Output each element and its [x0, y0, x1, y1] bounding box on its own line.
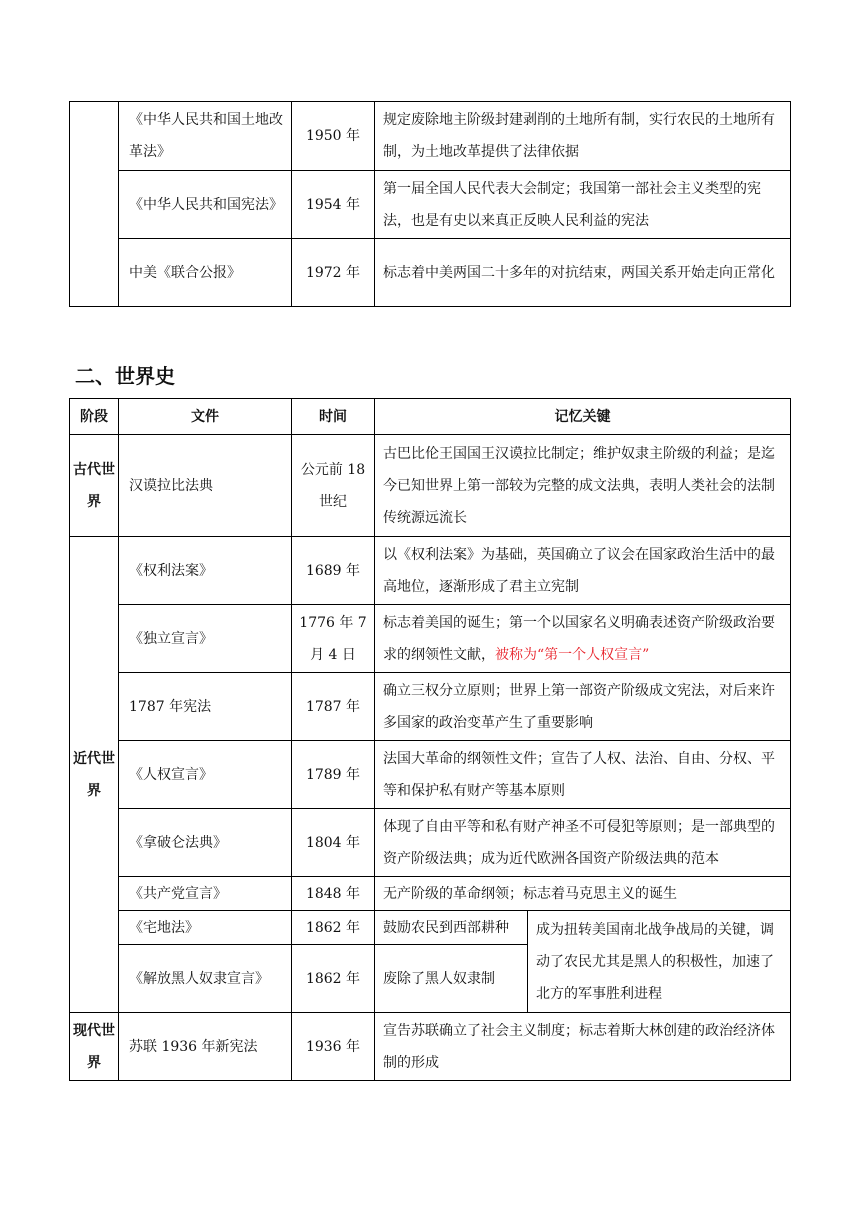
- time-cell: 1789 年: [292, 741, 375, 809]
- stage-cell: 现代世界: [70, 1013, 119, 1081]
- time-cell: 1804 年: [292, 809, 375, 877]
- header-time: 时间: [292, 399, 375, 435]
- doc-cell: 《独立宣言》: [119, 605, 292, 673]
- time-cell: 1862 年: [292, 945, 375, 1013]
- doc-cell: 《共产党宣言》: [119, 877, 292, 911]
- time-cell: 1787 年: [292, 673, 375, 741]
- time-cell: 1689 年: [292, 537, 375, 605]
- header-row: [70, 399, 791, 435]
- note-cell: 标志着中美两国二十多年的对抗结束，两国关系开始走向正常化: [375, 239, 791, 307]
- doc-cell: 《解放黑人奴隶宣言》: [119, 945, 292, 1013]
- table-row: [70, 809, 791, 877]
- note-cell: 规定废除地主阶级封建剥削的土地所有制，实行农民的土地所有制，为土地改革提供了法律依据: [375, 102, 791, 171]
- world-law-table: [69, 398, 791, 1081]
- note-cell: 废除了黑人奴隶制: [375, 945, 528, 1013]
- note-cell: 鼓励农民到西部耕种: [375, 911, 528, 945]
- table-row: [70, 911, 791, 945]
- year-cell: 1972 年: [292, 239, 375, 307]
- table-row: [70, 435, 791, 537]
- doc-cell: 《人权宣言》: [119, 741, 292, 809]
- note-cell: 法国大革命的纲领性文件；宣告了人权、法治、自由、分权、平等和保护私有财产等基本原则: [375, 741, 791, 809]
- note-cell: 宣告苏联确立了社会主义制度；标志着斯大林创建的政治经济体制的形成: [375, 1013, 791, 1081]
- header-doc: 文件: [119, 399, 292, 435]
- stage-cell: 古代世界: [70, 435, 119, 537]
- year-cell: 1954 年: [292, 171, 375, 239]
- table-row: [70, 171, 791, 239]
- note-cell: 确立三权分立原则；世界上第一部资产阶级成文宪法，对后来许多国家的政治变革产生了重要影响: [375, 673, 791, 741]
- doc-cell: 《权利法案》: [119, 537, 292, 605]
- doc-cell: 汉谟拉比法典: [119, 435, 292, 537]
- doc-cell: 《宅地法》: [119, 911, 292, 945]
- year-cell: 1950 年: [292, 102, 375, 171]
- highlight-text: 被称为“第一个人权宣言”: [495, 646, 650, 663]
- doc-cell: 《中华人民共和国土地改革法》: [119, 102, 292, 171]
- doc-cell: 中美《联合公报》: [119, 239, 292, 307]
- doc-cell: 苏联 1936 年新宪法: [119, 1013, 292, 1081]
- note-cell: 古巴比伦王国国王汉谟拉比制定；维护奴隶主阶级的利益；是迄今已知世界上第一部较为完整的成文法典，表明人类社会的法制传统源远流长: [375, 435, 791, 537]
- table-row: [70, 1013, 791, 1081]
- time-cell: 1936 年: [292, 1013, 375, 1081]
- note-text: 标志着美国的诞生；第一个以国家名义明确表述资产阶级政治要求的纲领性文献，: [383, 614, 775, 663]
- doc-cell: 《中华人民共和国宪法》: [119, 171, 292, 239]
- time-cell: 1776 年 7 月 4 日: [292, 605, 375, 673]
- shared-note-cell: 成为扭转美国南北战争战局的关键，调动了农民尤其是黑人的积极性，加速了北方的军事胜利进程: [528, 911, 791, 1013]
- china-law-table: [69, 101, 791, 307]
- table-row: [70, 877, 791, 911]
- table-row: [70, 537, 791, 605]
- table-row: [70, 605, 791, 673]
- note-cell: 以《权利法案》为基础，英国确立了议会在国家政治生活中的最高地位，逐渐形成了君主立宪制: [375, 537, 791, 605]
- doc-cell: 《拿破仑法典》: [119, 809, 292, 877]
- time-cell: 1848 年: [292, 877, 375, 911]
- note-cell: 体现了自由平等和私有财产神圣不可侵犯等原则；是一部典型的资产阶级法典；成为近代欧洲各国资产阶级法典的范本: [375, 809, 791, 877]
- time-cell: 1862 年: [292, 911, 375, 945]
- note-cell: 无产阶级的革命纲领；标志着马克思主义的诞生: [375, 877, 791, 911]
- header-key: 记忆关键: [375, 399, 791, 435]
- table-row: [70, 673, 791, 741]
- table-row: [70, 741, 791, 809]
- table-row: [70, 102, 791, 171]
- time-cell: 公元前 18 世纪: [292, 435, 375, 537]
- stage-cell: [70, 102, 119, 307]
- note-cell: 第一届全国人民代表大会制定；我国第一部社会主义类型的宪法，也是有史以来真正反映人民利益的宪法: [375, 171, 791, 239]
- header-stage: 阶段: [70, 399, 119, 435]
- section-title: 二、世界史: [75, 364, 175, 388]
- doc-cell: 1787 年宪法: [119, 673, 292, 741]
- stage-cell: 近代世界: [70, 537, 119, 1013]
- note-cell: [375, 605, 791, 673]
- table-row: [70, 239, 791, 307]
